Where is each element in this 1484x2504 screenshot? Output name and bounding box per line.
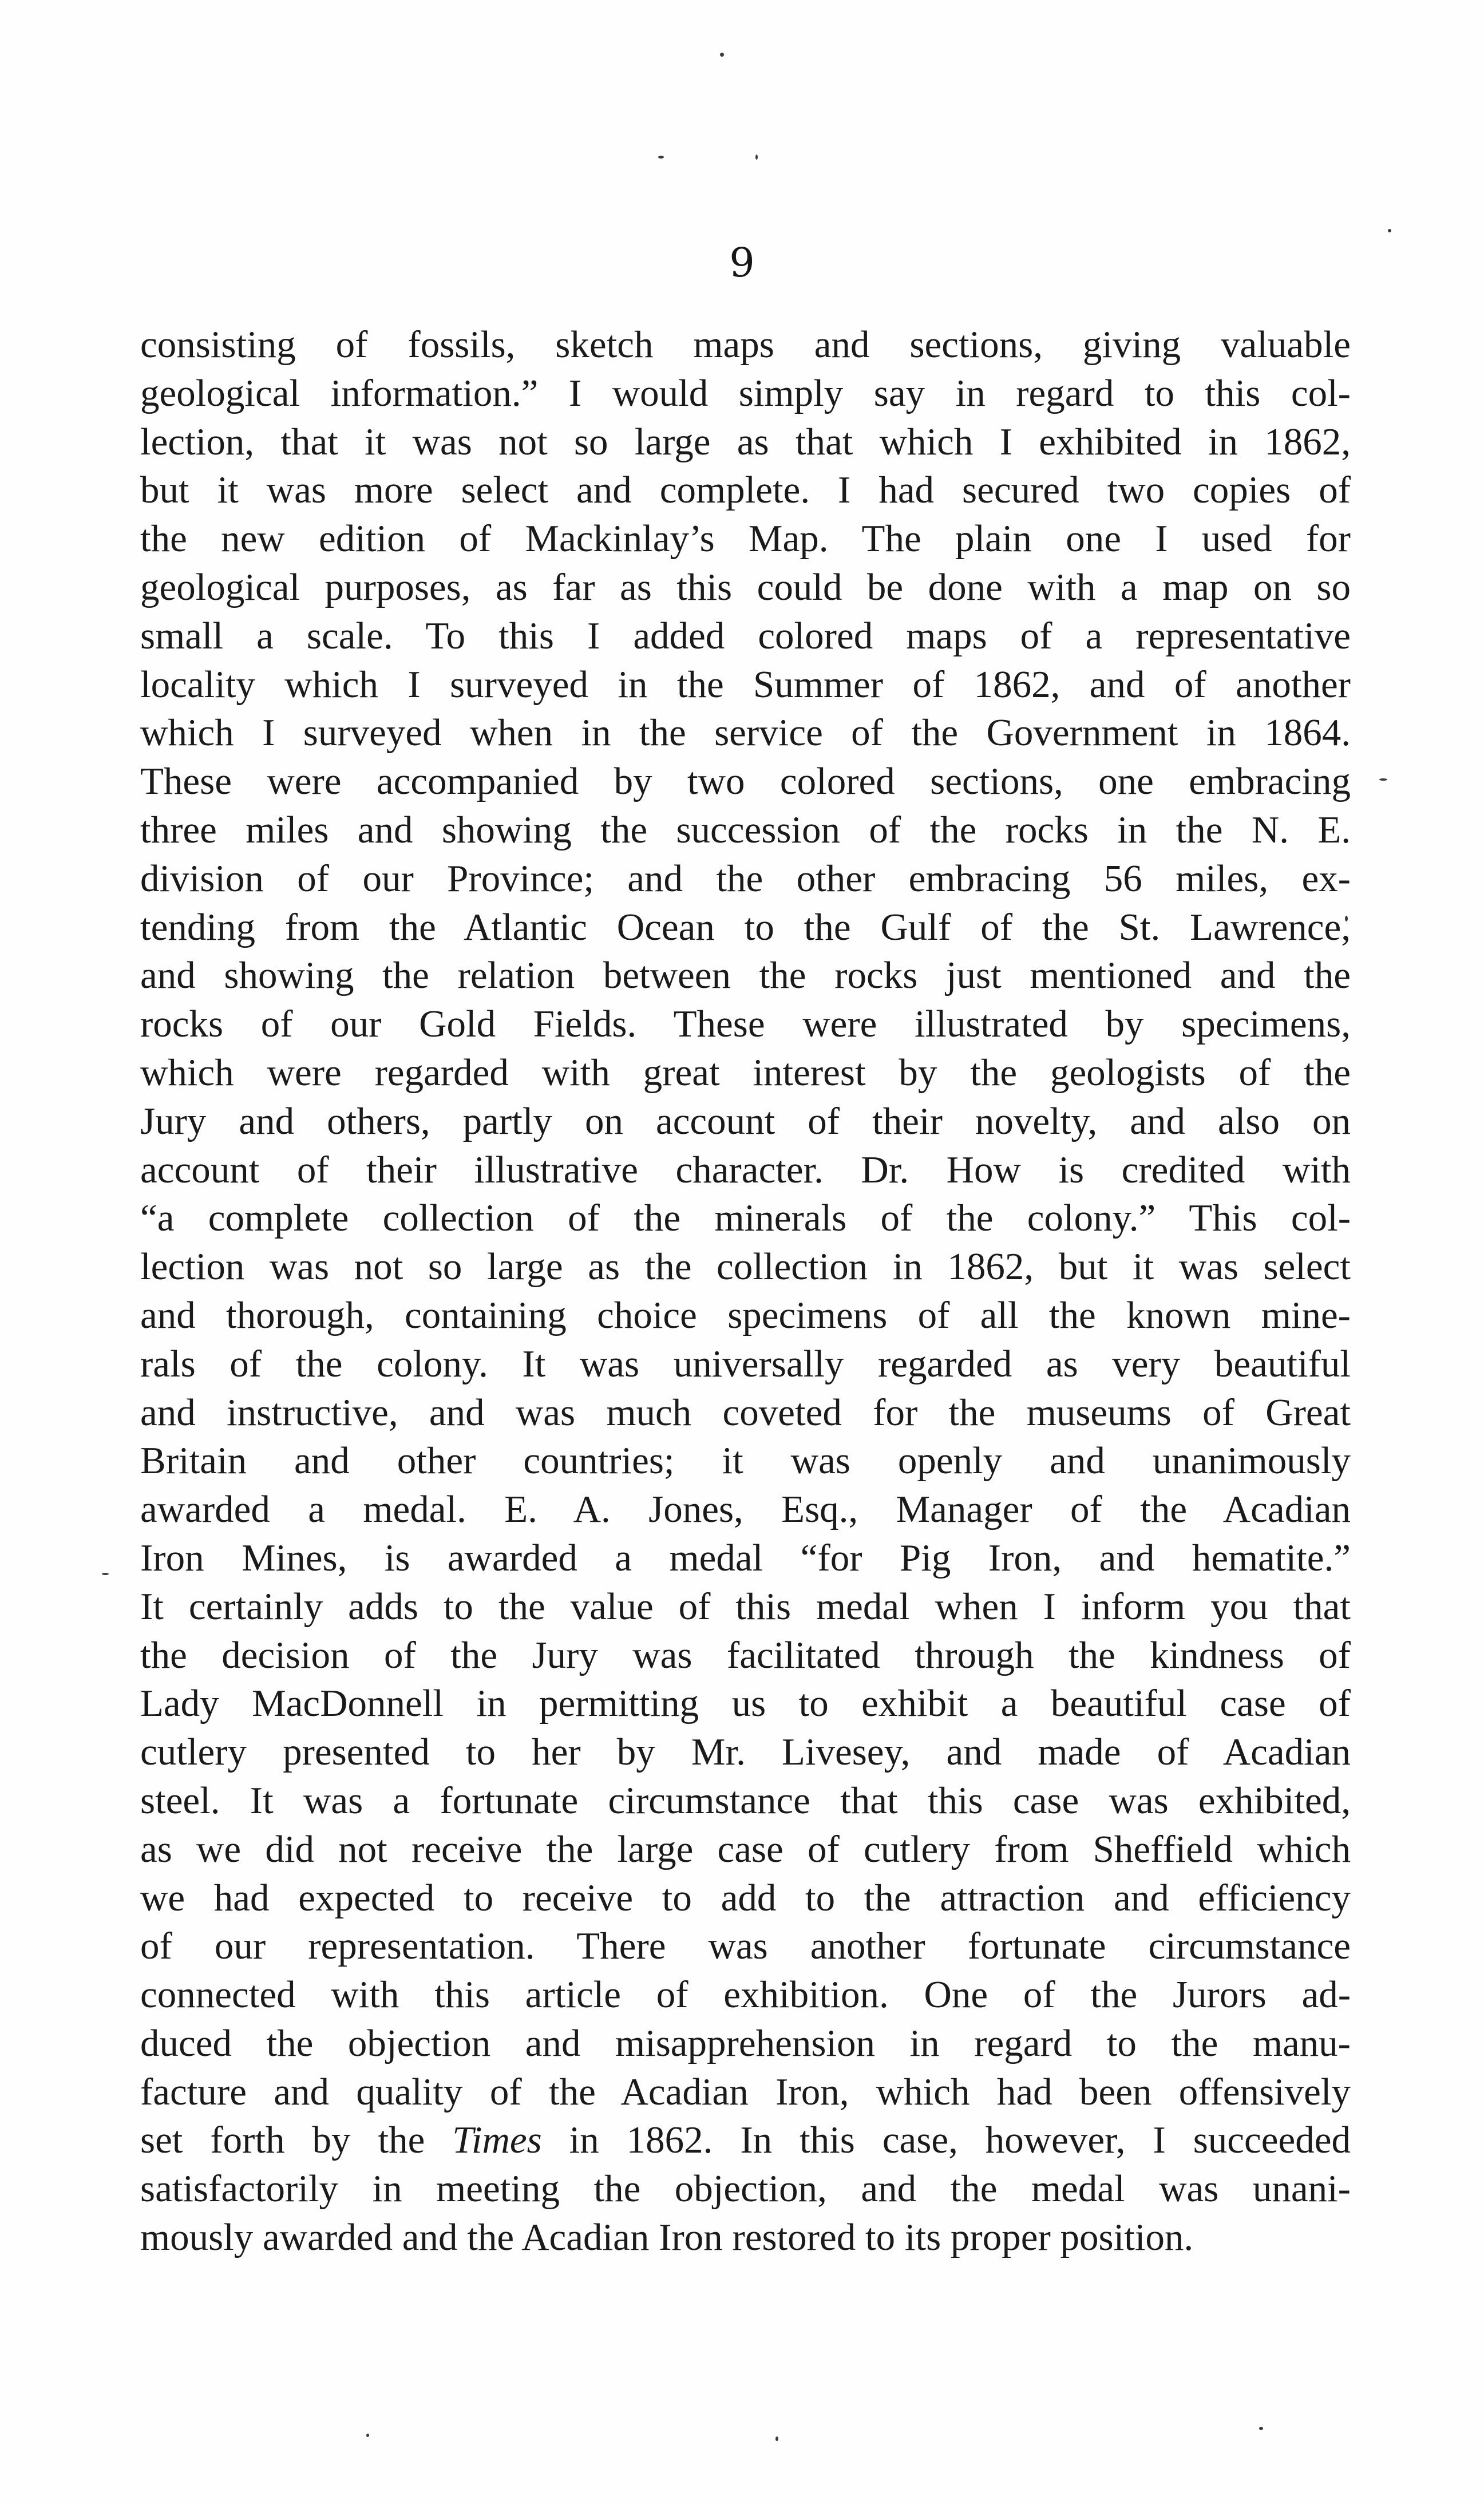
text-line: and instructive, and was much coveted for the museums of Great — [140, 1391, 1351, 1434]
text-line: as we did not receive the large case of cutlery from Sheffield which — [140, 1827, 1351, 1870]
text-line: geological information.” I would simply say in regard to this col- — [140, 371, 1351, 414]
newspaper-title: Times — [452, 2119, 542, 2162]
scan-speck — [658, 156, 664, 159]
scan-speck — [775, 2436, 778, 2441]
text-line: and showing the relation between the rocks just mentioned and the — [140, 954, 1351, 997]
text-line: the decision of the Jury was facilitated through the kindness of — [140, 1633, 1351, 1676]
text-line: cutlery presented to her by Mr. Livesey, and made of Acadian — [140, 1731, 1351, 1774]
text-line: steel. It was a fortunate circumstance that this case was exhibited, — [140, 1779, 1351, 1822]
text-line: Britain and other countries; it was openly and unanimously — [140, 1439, 1351, 1482]
text-line: Iron Mines, is awarded a medal “for Pig Iron, and hematite.” — [140, 1536, 1351, 1579]
text-line: account of their illustrative character. Dr. How is credited with — [140, 1148, 1351, 1191]
text-line: duced the objection and misapprehension in regard to the manu- — [140, 2022, 1351, 2064]
text-line: mously awarded and the Acadian Iron restored to its proper position. — [140, 2216, 1194, 2259]
text-line: the new edition of Mackinlay’s Map. The plain one I used for — [140, 517, 1351, 560]
text-line: Lady MacDonnell in permitting us to exhibit a beautiful case of — [140, 1682, 1351, 1725]
text-line: consisting of fossils, sketch maps and sections, giving valuable — [140, 323, 1351, 366]
scan-speck — [366, 2434, 369, 2437]
text-line: “a complete collection of the minerals of the colony.” This col- — [140, 1197, 1351, 1240]
text-line: three miles and showing the succession of the rocks in the N. E. — [140, 808, 1351, 851]
text-line: awarded a medal. E. A. Jones, Esq., Manager of the Acadian — [140, 1488, 1351, 1531]
text-line: facture and quality of the Acadian Iron, which had been offensively — [140, 2070, 1351, 2113]
text-line: Jury and others, partly on account of their novelty, and also on — [140, 1099, 1351, 1142]
text-line: of our representation. There was another fortunate circumstance — [140, 1925, 1351, 1968]
text-line: and thorough, containing choice specimens of all the known mine- — [140, 1293, 1351, 1336]
text-line: but it was more select and complete. I had secured two copies of — [140, 469, 1351, 512]
text-line: rals of the colony. It was universally regarded as very beautiful — [140, 1342, 1351, 1385]
text-line: geological purposes, as far as this could be done with a map on so — [140, 565, 1351, 608]
text-line: lection was not so large as the collection in 1862, but it was select — [140, 1245, 1351, 1288]
text-line: connected with this article of exhibition. One of the Jurors ad- — [140, 1973, 1351, 2016]
text-line: small a scale. To this I added colored maps of a representative — [140, 614, 1351, 657]
text-line: These were accompanied by two colored sections, one embracing — [140, 760, 1351, 803]
scan-speck — [1259, 2427, 1263, 2430]
text-line: lection, that it was not so large as that which I exhibited in 1862, — [140, 420, 1351, 463]
scan-speck — [1388, 229, 1391, 232]
scan-speck — [755, 155, 758, 160]
text-line: It certainly adds to the value of this medal when I inform you that — [140, 1585, 1351, 1628]
text-line: division of our Province; and the other embracing 56 miles, ex- — [140, 857, 1351, 900]
text-line: which were regarded with great interest by the geologists of the — [140, 1051, 1351, 1094]
text-line: locality which I surveyed in the Summer of 1862, and of another — [140, 663, 1351, 706]
page-number: 9 — [729, 239, 755, 286]
text-line: set forth by the Times in 1862. In this case, however, I succeeded — [140, 2119, 1351, 2162]
scan-speck — [102, 1573, 109, 1575]
text-line: satisfactorily in meeting the objection, and the medal was unani- — [140, 2167, 1351, 2210]
scan-speck — [720, 53, 724, 57]
text-line: rocks of our Gold Fields. These were illustrated by specimens, — [140, 1003, 1351, 1046]
text-line: which I surveyed when in the service of the Government in 1864. — [140, 711, 1351, 754]
text-line: tending from the Atlantic Ocean to the Gulf of the St. Lawrence, — [140, 905, 1351, 948]
scan-speck — [1379, 778, 1387, 781]
text-line: we had expected to receive to add to the attraction and efficiency — [140, 1876, 1351, 1919]
body-text — [140, 321, 1351, 2262]
